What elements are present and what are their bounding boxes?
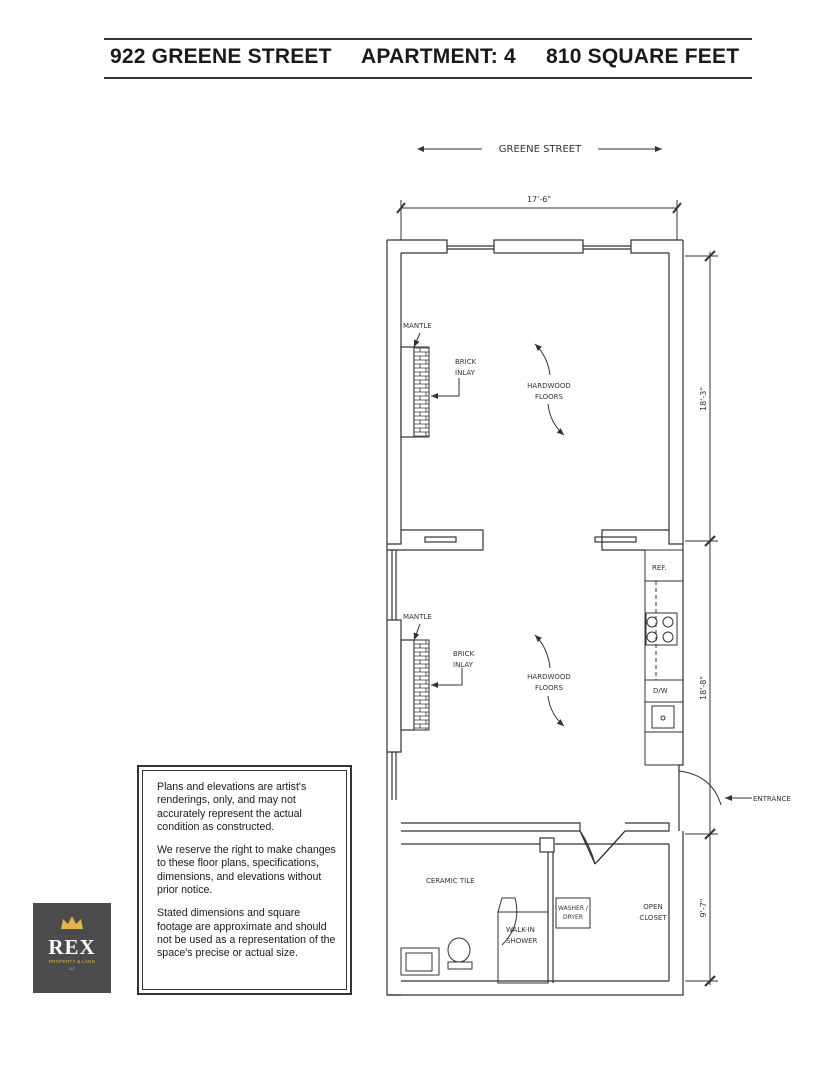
ceramic-tile-label: CERAMIC TILE — [426, 877, 475, 885]
brick-inlay-label-front-1: BRICK — [455, 358, 477, 366]
refrigerator-label: REF. — [652, 564, 667, 572]
walk-in-shower-label-2: SHOWER — [506, 937, 538, 945]
crown-icon — [33, 903, 111, 933]
brick-inlay-label-front-2: INLAY — [455, 369, 475, 377]
walk-in-shower-label-1: WALK-IN — [506, 926, 535, 934]
kitchen-sink — [652, 706, 674, 728]
entrance-label: ENTRANCE — [753, 795, 791, 803]
back-room-dimension: 9'-7" — [699, 898, 708, 918]
hardwood-floors-front-1: HARDWOOD — [527, 382, 571, 390]
width-dimension-label: 17'-6" — [526, 195, 552, 204]
hardwood-floors-middle-2: FLOORS — [534, 684, 564, 692]
disclaimer-paragraph-2: We reserve the right to make changes to these floor plans, specifications, dimensions, and elevations without prior notice. — [157, 844, 336, 897]
washer-dryer-label-2: DRYER — [562, 914, 584, 921]
washer-dryer-label-1: WASHER / — [558, 905, 588, 912]
washer-dryer — [556, 898, 590, 928]
fireplace-middle — [401, 624, 462, 730]
bathroom-sink — [401, 948, 439, 975]
hardwood-floors-middle-1: HARDWOOD — [527, 673, 571, 681]
brick-inlay-label-middle-1: BRICK — [453, 650, 475, 658]
entrance-door — [679, 771, 752, 805]
mantle-label-front: MANTLE — [403, 322, 432, 330]
toilet — [448, 938, 472, 969]
disclaimer-paragraph-1: Plans and elevations are artist's renderings, only, and may not accurately represent the actual condition as constructed. — [157, 781, 307, 833]
front-room-dimension: 18'-3" — [699, 386, 708, 412]
dishwasher-label: D/W — [653, 687, 668, 695]
street-indicator — [418, 144, 662, 155]
room-divider-wall — [401, 530, 669, 550]
fireplace-front — [401, 333, 459, 437]
bathroom-partition — [401, 823, 669, 983]
apartment-number: APARTMENT: 4 — [361, 45, 516, 68]
brick-inlay-label-middle-2: INLAY — [453, 661, 473, 669]
logo-suffix: LLC — [68, 967, 76, 971]
logo-tagline: PROPERTY & LAND — [48, 959, 96, 964]
disclaimer-box — [137, 765, 352, 995]
rex-logo — [33, 903, 111, 993]
address-title: 922 GREENE STREET — [110, 45, 332, 68]
open-closet-label-2: CLOSET — [639, 914, 667, 922]
disclaimer-paragraph-3: Stated dimensions and square footage are approximate and should not be used as a representation of the space's precise or actual size. — [157, 907, 336, 960]
logo-name: REX — [48, 935, 96, 959]
width-dimension — [397, 200, 681, 240]
depth-dimensions — [685, 251, 718, 986]
open-closet-label-1: OPEN — [643, 903, 663, 911]
stove-burners — [646, 613, 677, 645]
hardwood-floors-front-2: FLOORS — [534, 393, 564, 401]
street-label: GREENE STREET — [498, 144, 582, 155]
kitchen-counter — [645, 550, 683, 765]
square-footage: 810 SQUARE FEET — [546, 45, 740, 68]
middle-room-dimension: 18'-8" — [699, 675, 708, 701]
disclaimer-inner-frame — [142, 770, 347, 990]
mantle-label-middle: MANTLE — [403, 613, 432, 621]
